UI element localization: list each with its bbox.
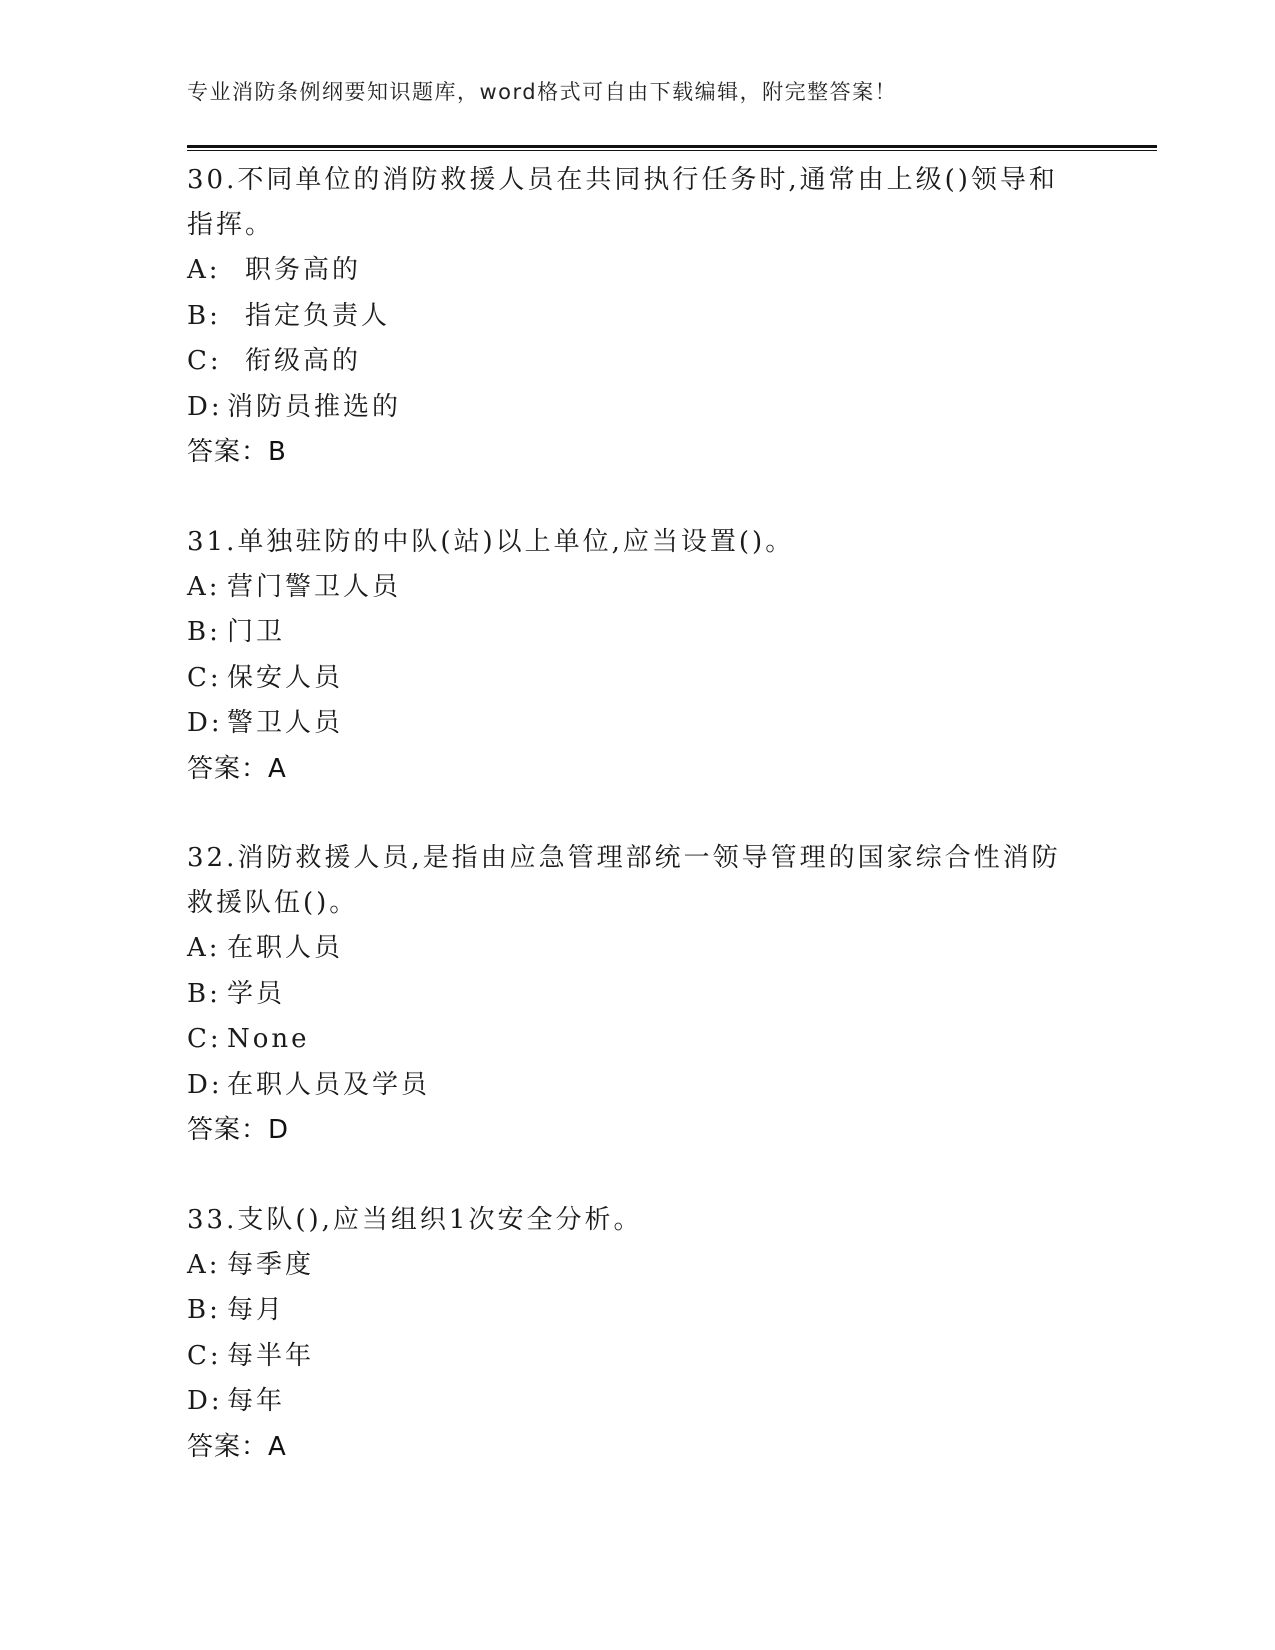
option-key: C: [187, 346, 222, 376]
header-rule-thick [187, 145, 1157, 148]
option-key: B: [187, 617, 221, 647]
option-text: 门卫 [227, 617, 286, 647]
option-d [187, 701, 1067, 747]
option-text: 每季度 [227, 1249, 315, 1280]
option-text: 警卫人员 [227, 708, 344, 738]
question-text: 30.不同单位的消防救援人员在共同执行任务时,通常由上级()领导和指挥。 [187, 165, 1058, 240]
option-text: 职务高的 [245, 255, 362, 285]
answer-text: 答案：B [187, 437, 287, 467]
option-text: 保安人员 [227, 662, 344, 693]
option-c [187, 656, 1067, 702]
answer-text: 答案：A [187, 753, 287, 784]
option-a [187, 926, 1067, 972]
option-text: 每月 [227, 1295, 286, 1325]
question-item [187, 158, 1067, 476]
option-c [187, 339, 1067, 385]
option-a [187, 565, 1067, 611]
option-key: B: [187, 300, 221, 331]
option-text: 在职人员 [227, 933, 344, 963]
option-text: None [227, 1024, 310, 1054]
option-d [187, 385, 1067, 431]
option-a [187, 1243, 1067, 1289]
option-key: A: [187, 255, 221, 285]
option-key: B: [187, 1295, 221, 1325]
question-text: 32.消防救援人员,是指由应急管理部统一领导管理的国家综合性消防救援队伍()。 [187, 843, 1061, 918]
option-text: 指定负责人 [245, 300, 391, 331]
question-list [187, 158, 1067, 1514]
page-header: 专业消防条例纲要知识题库，word格式可自由下载编辑，附完整答案！ [187, 80, 898, 104]
answer-text: 答案：A [187, 1431, 287, 1462]
option-text: 消防员推选的 [227, 391, 402, 422]
answer-text: 答案：D [187, 1115, 290, 1145]
option-text: 学员 [227, 978, 286, 1009]
option-key: D: [187, 708, 223, 738]
option-key: D: [187, 391, 223, 422]
question-text: 33.支队(),应当组织1次安全分析。 [187, 1204, 643, 1235]
option-key: C: [187, 662, 222, 693]
option-key: C: [187, 1024, 222, 1054]
option-key: A: [187, 933, 221, 963]
option-b [187, 610, 1067, 656]
option-text: 衔级高的 [245, 346, 362, 376]
option-key: B: [187, 978, 221, 1009]
question-text: 31.单独驻防的中队(站)以上单位,应当设置()。 [187, 526, 795, 557]
question-item [187, 836, 1067, 1154]
option-text: 营门警卫人员 [227, 571, 402, 602]
question-item [187, 520, 1067, 793]
question-item [187, 1198, 1067, 1471]
option-text: 每年 [227, 1386, 286, 1416]
header-rule-thin [187, 150, 1157, 151]
option-key: A: [187, 571, 221, 602]
option-b [187, 294, 1067, 340]
option-b [187, 1288, 1067, 1334]
option-c [187, 1017, 1067, 1063]
option-c [187, 1334, 1067, 1380]
option-key: A: [187, 1249, 221, 1280]
option-key: D: [187, 1386, 223, 1416]
option-text: 在职人员及学员 [227, 1069, 431, 1100]
option-key: D: [187, 1069, 223, 1100]
option-text: 每半年 [227, 1340, 315, 1371]
option-d [187, 1063, 1067, 1109]
option-d [187, 1379, 1067, 1425]
option-b [187, 972, 1067, 1018]
option-key: C: [187, 1340, 222, 1371]
option-a [187, 248, 1067, 294]
